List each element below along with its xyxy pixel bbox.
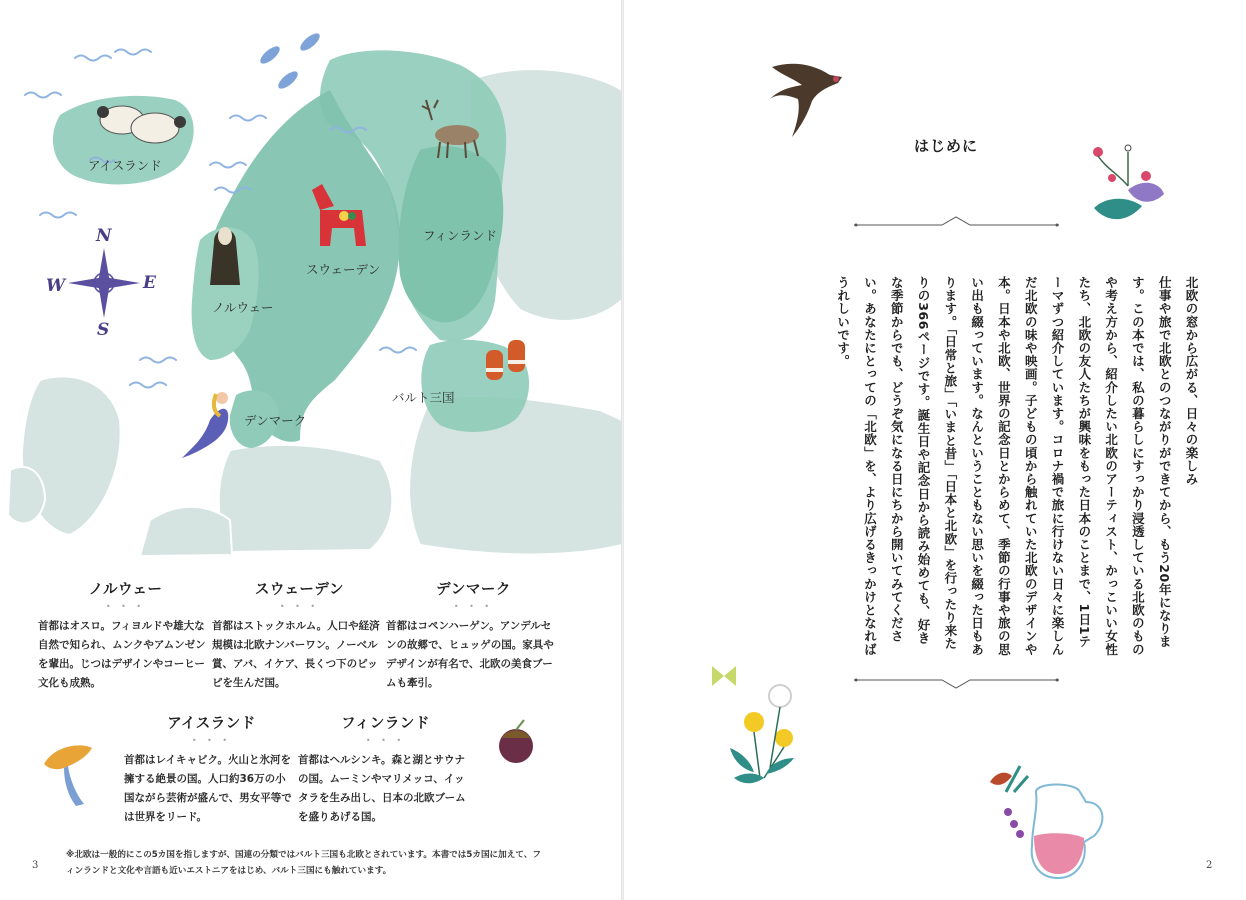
country-block-denmark	[386, 578, 561, 693]
page-title: はじめに	[914, 137, 979, 155]
page-number-right: 2	[1206, 860, 1213, 871]
intro-heading: 北欧の窓から広がる、日々の楽しみ	[1184, 276, 1199, 486]
country-name: デンマーク	[436, 582, 511, 598]
ornament-divider-bottom	[854, 676, 1059, 690]
country-description: 首都はレイキャビク。火山と氷河を擁する絶景の国。人口約36万の小国ながら芸術が盛んで、男女平等では世界をリード。	[124, 754, 292, 823]
country-block-finland	[298, 712, 473, 827]
intro-vertical-column	[829, 276, 1204, 656]
map-label-denmark: デンマーク	[244, 413, 307, 428]
dots-divider: • • •	[279, 602, 320, 611]
country-block-sweden	[212, 578, 387, 693]
dots-divider: • • •	[365, 736, 406, 745]
left-page	[0, 0, 622, 900]
country-name: ノルウェー	[88, 582, 163, 598]
map-label-sweden: スウェーデン	[306, 262, 381, 277]
compass-north: N	[96, 226, 112, 246]
dots-divider: • • •	[191, 736, 232, 745]
country-block-norway	[38, 578, 213, 693]
dots-divider: • • •	[453, 602, 494, 611]
country-block-iceland	[124, 712, 299, 827]
compass-south: S	[97, 320, 110, 340]
country-name: アイスランド	[167, 716, 256, 732]
dots-divider: • • •	[105, 602, 146, 611]
ornament-divider-top	[854, 215, 1059, 229]
acorn-icon	[494, 716, 546, 768]
chanterelle-icon	[40, 738, 96, 808]
pitcher-flowers-icon	[976, 762, 1116, 882]
nordic-map	[0, 0, 622, 560]
compass-west: W	[46, 276, 66, 296]
compass-east: E	[143, 273, 156, 293]
intro-text	[714, 276, 1204, 656]
footnote: ※北欧は一般的にこの5カ国を指しますが、国連の分類ではバルト三国も北欧とされています。本書では5カ国に加えて、フィンランドと文化や言語も近いエストニアをはじめ、バルト三国にも触れています。	[66, 850, 541, 876]
country-description: 首都はストックホルム。人口や経済規模は北欧ナンバーワン。ノーベル賞、アバ、イケア、長くつ下のピッピを生んだ国。	[212, 620, 380, 689]
map-label-finland: フィンランド	[423, 228, 498, 243]
country-description: 首都はオスロ。フィヨルドや雄大な自然で知られ、ムンクやアムンゼンを輩出。じつはデザインやコーヒー文化も成熟。	[38, 620, 206, 689]
country-description: 首都はコペンハーゲン。アンデルセンの故郷で、ヒュッゲの国。家具やデザインが有名で、北欧の美食ブームも牽引。	[386, 620, 554, 689]
swallow-icon	[768, 55, 848, 140]
strawberry-plant-icon	[1084, 138, 1169, 228]
map-label-norway: ノルウェー	[212, 300, 274, 315]
map-label-iceland: アイスランド	[88, 158, 162, 173]
page-number-left: 3	[32, 860, 39, 871]
map-label-baltic: バルト三国	[392, 390, 455, 405]
intro-body: 仕事や旅で北欧とのつながりができてから、もう20年になります。この本では、私の暮らしにすっかり浸透している北欧のものや考え方から、紹介したい北欧のアーティスト、かっこいい女性たち、北欧の友人たちが興味をもった日本のことまで、1日1テーマずつ紹介しています。コロナ禍で旅に行けない日々に楽しんだ北欧の味や映画。子どもの頃から触れていた北欧のデザインや本。日本や北欧、世界の記念日とからめて、季節の行事や旅の思い出も綴っています。なんということもない思いを綴った日もあります。「日常と旅」「いまと昔」「日本と北欧」を行ったり来たりの366ページです。誕生日や記念日から読み始めても、好きな季節からでも、どうぞ気になる日にちから開いてみてください。あなたにとっての「北欧」を、より広げるきっかけとなればうれしいです。	[835, 276, 1173, 656]
right-page	[624, 0, 1246, 900]
country-description: 首都はヘルシンキ。森と湖とサウナの国。ムーミンやマリメッコ、イッタラを生み出し、日本の北欧ブームを盛りあげる国。	[298, 754, 466, 823]
country-name: フィンランド	[341, 716, 430, 732]
dandelion-butterfly-icon	[704, 648, 814, 798]
country-name: スウェーデン	[254, 582, 345, 598]
